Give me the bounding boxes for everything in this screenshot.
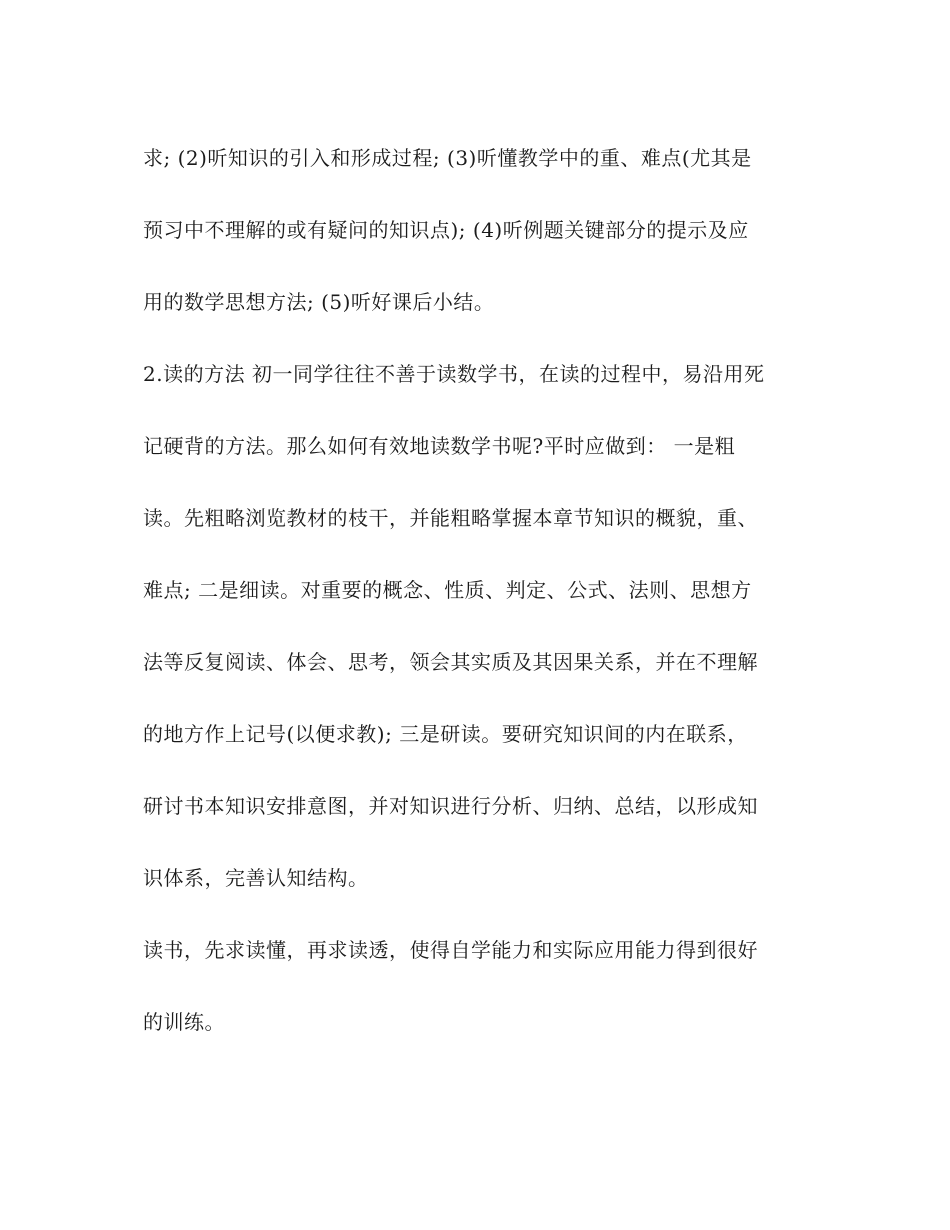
text-line: 研讨书本知识安排意图，并对知识进行分析、归纳、总结，以形成知	[143, 794, 758, 818]
text-line: 读书，先求读懂，再求读透，使得自学能力和实际应用能力得到很好	[143, 938, 758, 962]
text-line: 读。先粗略浏览教材的枝干，并能粗略掌握本章节知识的概貌，重、	[143, 506, 758, 530]
text-line: 难点; 二是细读。对重要的概念、性质、判定、公式、法则、思想方	[143, 578, 752, 602]
text-line: 的训练。	[143, 1010, 225, 1034]
text-line: 预习中不理解的或有疑问的知识点); (4)听例题关键部分的提示及应	[143, 218, 749, 242]
text-line: 用的数学思想方法; (5)听好课后小结。	[143, 290, 495, 314]
text-line: 的地方作上记号(以便求教); 三是研读。要研究知识间的内在联系，	[143, 722, 748, 746]
text-line: 法等反复阅读、体会、思考，领会其实质及其因果关系，并在不理解	[143, 650, 758, 674]
text-line: 识体系，完善认知结构。	[143, 866, 369, 890]
text-line: 求; (2)听知识的引入和形成过程; (3)听懂教学中的重、难点(尤其是	[143, 146, 752, 170]
text-line: 2.读的方法 初一同学往往不善于读数学书，在读的过程中，易沿用死	[143, 362, 765, 386]
text-line: 记硬背的方法。那么如何有效地读数学书呢?平时应做到： 一是粗	[143, 434, 736, 458]
